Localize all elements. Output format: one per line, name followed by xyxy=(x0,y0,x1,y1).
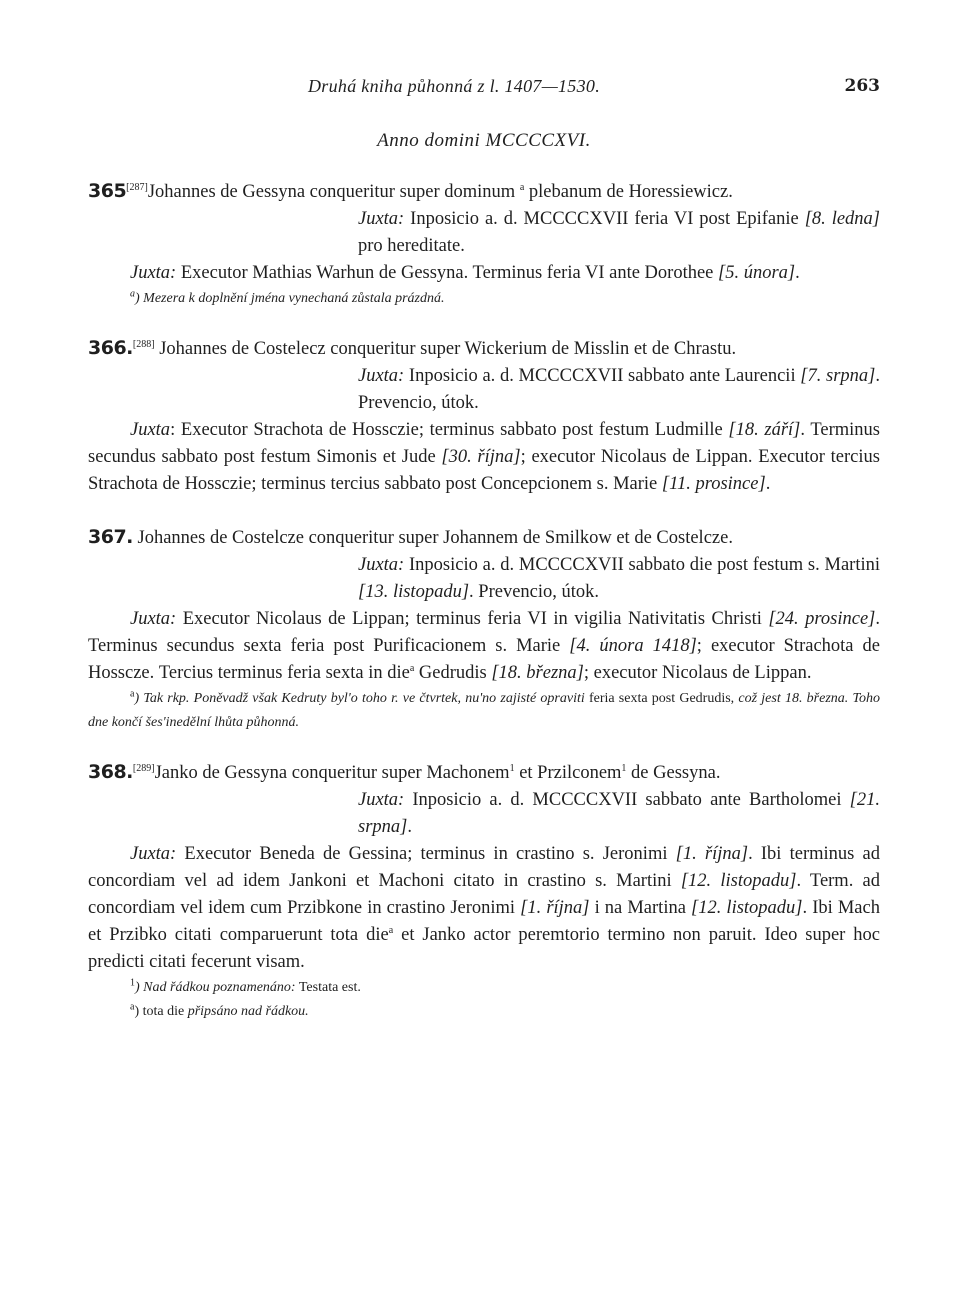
page-header xyxy=(88,70,880,102)
entry-366 xyxy=(88,335,880,498)
year-heading: Anno domini MCCCCXVI. xyxy=(377,130,591,151)
juxta-executor: Juxta: Executor Beneda de Gessina; terminus in crastino s. Jeronimi [1. října]. Ibi terminus ad concordiam vel ad idem Jankoni et Machoni citato in crastino s. Martini [12. listopadu]. Term. ad concordiam vel idem cum Przibkone in crastino Jeronimi [1. října] i na Martina [12. listopadu]. Ibi Mach et Przibko citati comparuerunt tota die$^a$ et Janko actor peremtorio termino non paruit. Ideo super hoc predicti citati fecerunt visam. xyxy=(88,844,880,972)
footnote-mark: 1 xyxy=(509,762,515,774)
entry-365-heading: 365[287]Johannes de Gessyna conqueritur super dominum $^a$ plebanum de Horessiewicz. xyxy=(88,180,733,202)
entry-366-heading: 366.[288] Johannes de Costelecz conqueritur super Wickerium de Misslin et de Chrastu. xyxy=(88,337,737,359)
source-ref: [288] xyxy=(132,338,155,350)
juxta-inposicio: Juxta: Inposicio a. d. MCCCCXVII sabbato ante Bartholomei [21. srpna]. xyxy=(358,790,880,837)
footnote-mark: a xyxy=(388,924,394,936)
entry-number: 366. xyxy=(88,337,133,359)
entry-368-heading: 368.[289]Janko de Gessyna conqueritur super Machonem$^1$ et Przilconem$^1$ de Gessyna. xyxy=(88,761,721,783)
footnote-mark: a xyxy=(409,662,415,674)
entry-367 xyxy=(88,524,880,735)
source-ref: [289] xyxy=(132,762,155,774)
entry-number: 365 xyxy=(88,180,127,202)
footnote-a: $^a$) tota die připsáno nad řádkou. xyxy=(130,1001,309,1019)
juxta-inposicio: Juxta: Inposicio a. d. MCCCCXVII feria VI post Epifanie [8. ledna] pro hereditate. xyxy=(358,209,881,256)
page-number: 263 xyxy=(844,76,880,96)
running-title: Druhá kniha půhonná z l. 1407—1530. xyxy=(308,76,601,96)
entry-number: 367. xyxy=(88,526,133,548)
footnote-mark: 1 xyxy=(621,762,627,774)
document-page xyxy=(88,70,880,1024)
footnote-a: $^a$) Tak rkp. Poněvadž však Kedruty byl'o toho r. ve čtvrtek, nu'no zajisté opraviti feria sexta post Gedrudis, což jest 18. března. Toho dne končí šes'inedělní lhůta půhonná. xyxy=(88,688,880,730)
juxta-inposicio: Juxta: Inposicio a. d. MCCCCXVII sabbato die post festum s. Martini [13. listopadu]. Prevencio, útok. xyxy=(358,555,880,602)
juxta-inposicio: Juxta: Inposicio a. d. MCCCCXVII sabbato ante Laurencii [7. srpna]. Prevencio, útok. xyxy=(358,366,880,413)
juxta-executor: Juxta: Executor Nicolaus de Lippan; terminus feria VI in vigilia Nativitatis Christi [24. prosince]. Terminus secundus sexta feria post Purificacionem s. Marie [4. února 1418]; executor Strachota de Hossczе. Tercius terminus feria sexta in die$^a$ Gedrudis [18. března]; executor Nicolaus de Lippan. xyxy=(88,609,880,683)
entry-368 xyxy=(88,759,880,1024)
juxta-executor: Juxta: Executor Mathias Warhun de Gessyna. Terminus feria VI ante Dorothee [5. února]. xyxy=(130,263,800,283)
source-ref: [287] xyxy=(126,181,148,193)
footnote-mark: a xyxy=(519,181,525,193)
entry-number: 368. xyxy=(88,761,133,783)
entry-365 xyxy=(88,178,880,311)
footnote-1: $^1$) Nad řádkou poznamenáno: Testata est. xyxy=(130,977,361,995)
footnote-a: $^a$) Mezera k doplnění jména vynechaná zůstala prázdná. xyxy=(130,288,445,306)
entry-367-heading: 367. Johannes de Costelcze conqueritur super Johannem de Smilkow et de Costelcze. xyxy=(88,526,733,548)
juxta-executor: Juxta: Executor Strachota de Hossczie; terminus sabbato post festum Ludmille [18. září]. Terminus secundus sabbato post festum Simonis et Jude [30. října]; executor Nicolaus de Lippan. Executor tercius Strachota de Hossczie; terminus tercius sabbato post Concepcionem s. Marie [11. prosince]. xyxy=(88,420,880,494)
